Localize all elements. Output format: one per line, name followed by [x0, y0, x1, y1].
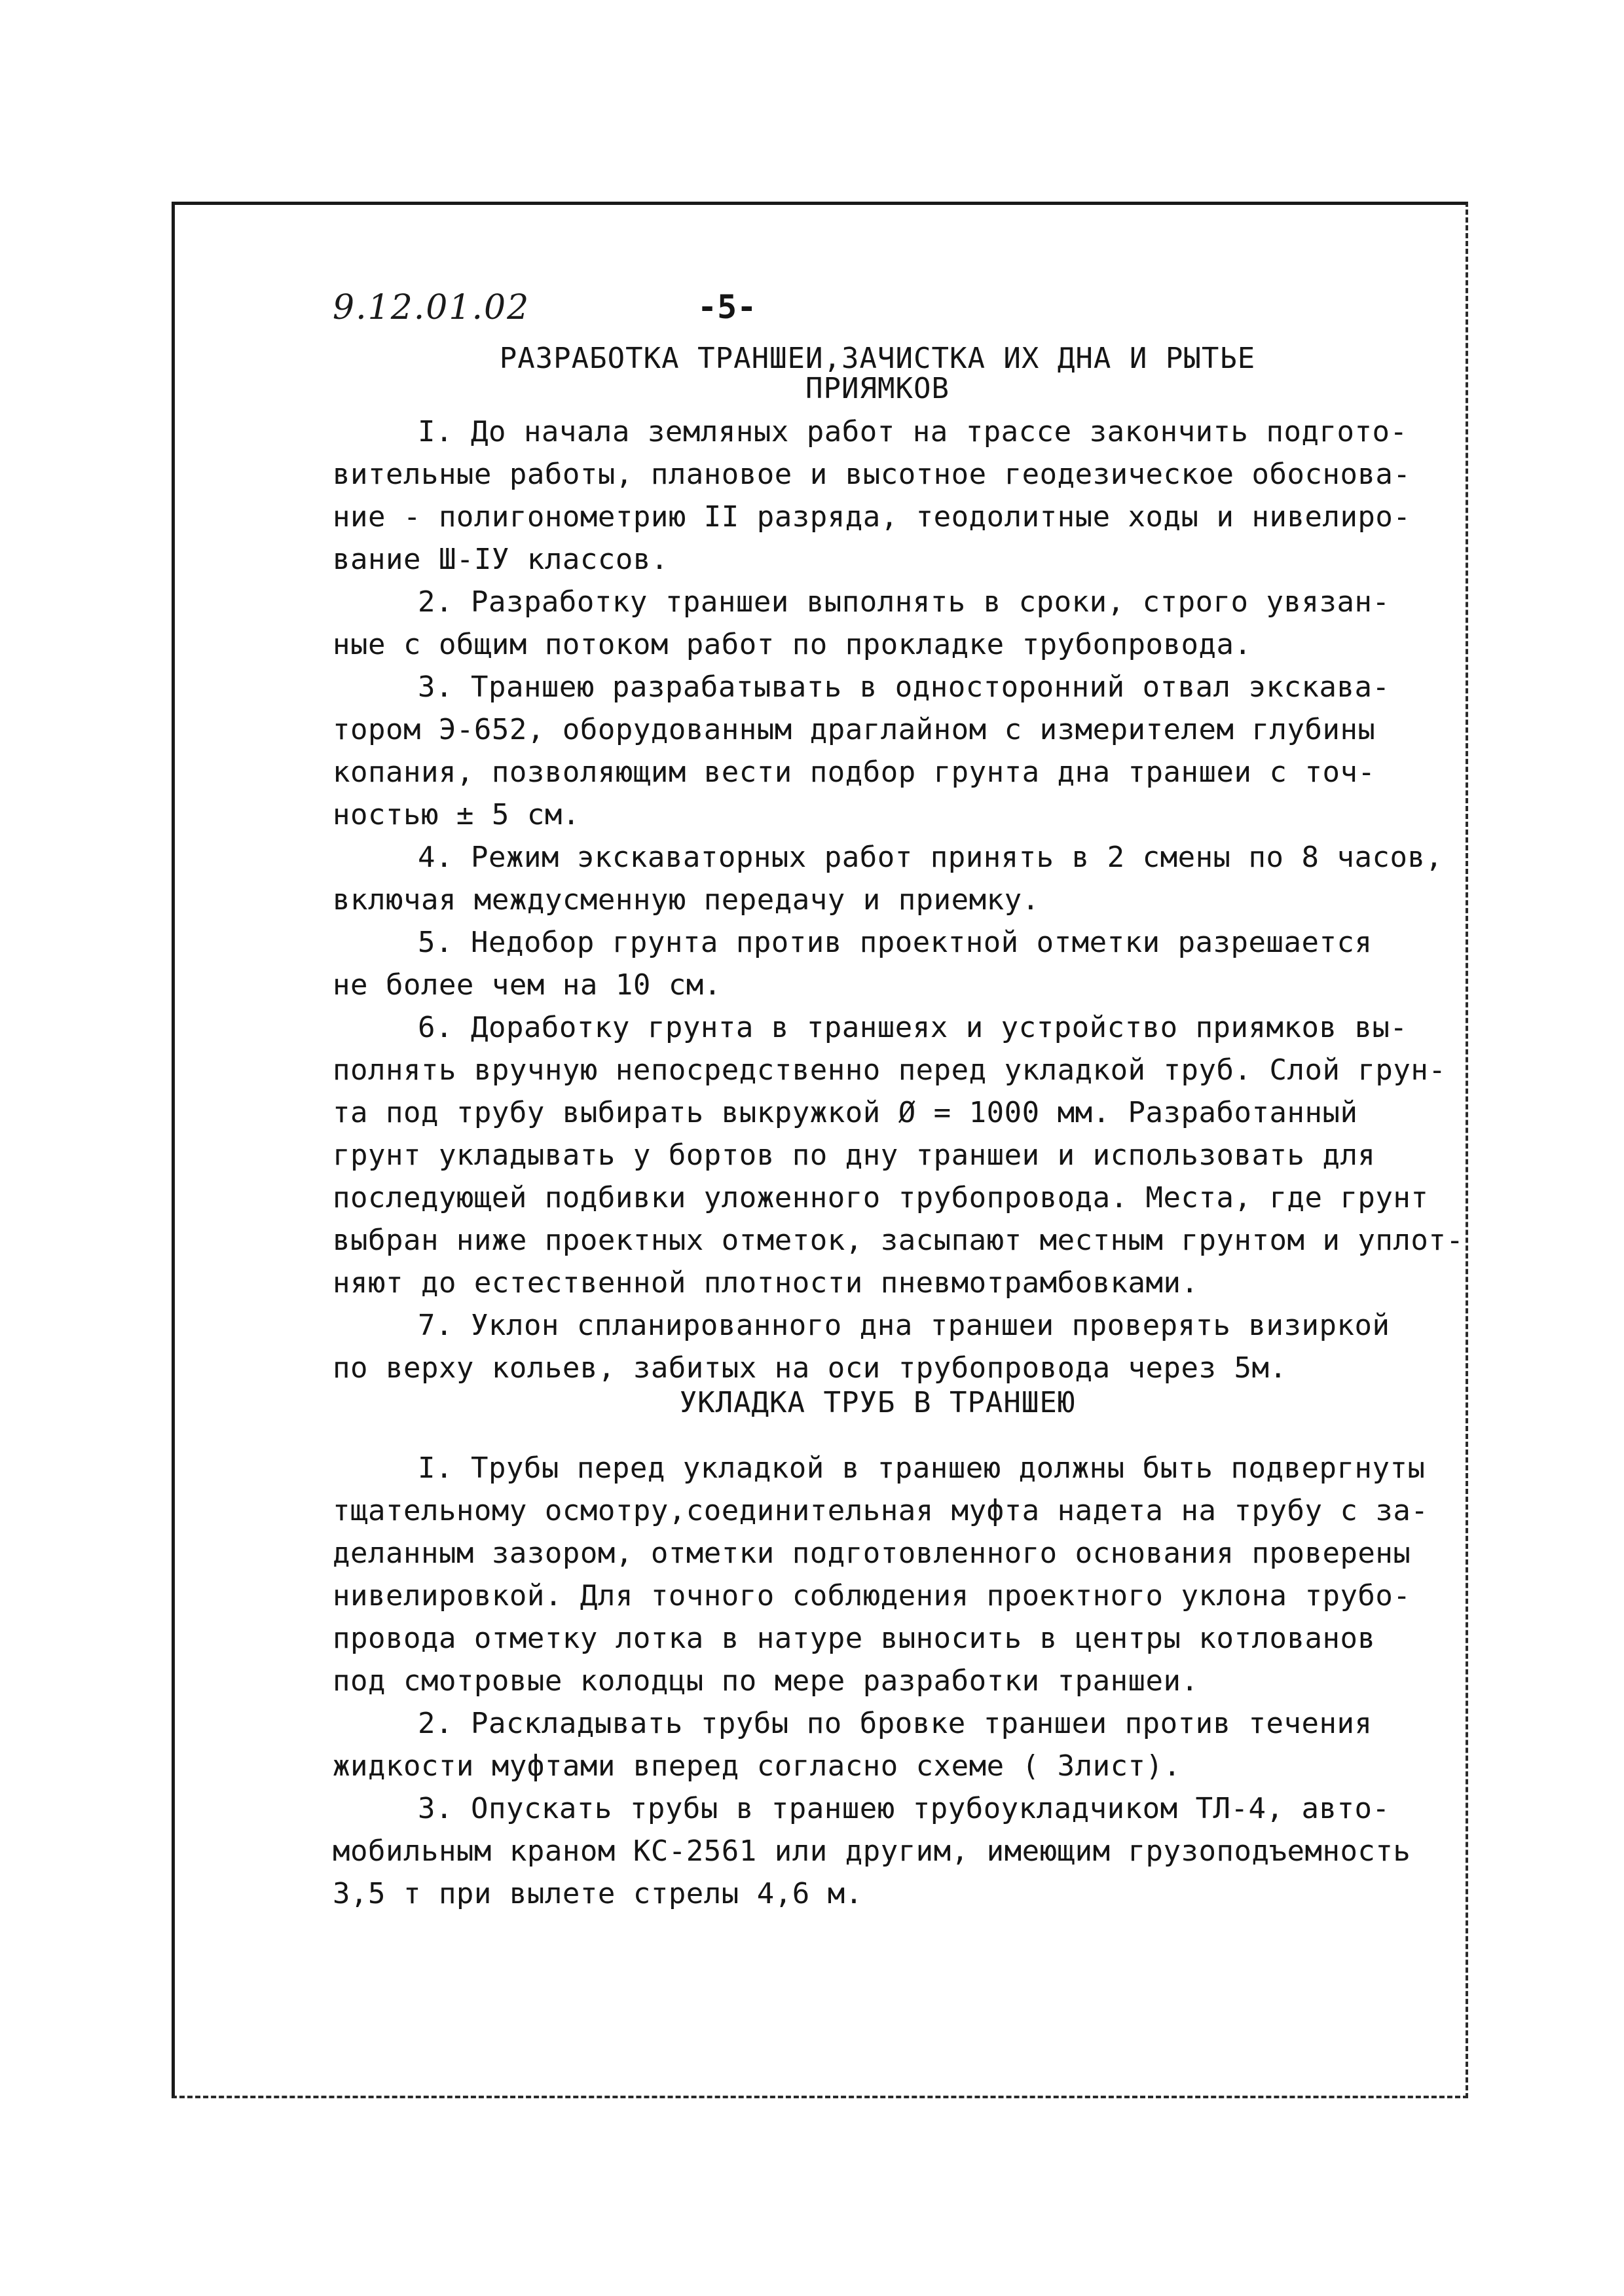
section1-body — [333, 410, 1464, 1389]
section2-line: 3,5 т при вылете стрелы 4,6 м. — [333, 1877, 863, 1910]
section1-line: ные с общим потоком работ по прокладке трубопровода. — [333, 628, 1252, 661]
section2-body — [333, 1447, 1433, 1915]
section1-line: включая междусменную передачу и приемку. — [333, 883, 1040, 917]
section1-line: 7. Уклон спланированного дна траншеи проверять визиркой — [418, 1309, 1390, 1342]
section1-line: 6. Доработку грунта в траншеях и устройство приямков вы- — [418, 1011, 1408, 1044]
section2-line: деланным зазором, отметки подготовленного основания проверены — [333, 1537, 1411, 1570]
section1-line: I. До начала земляных работ на трассе закончить подгото- — [418, 415, 1408, 448]
section2-line: I. Трубы перед укладкой в траншею должны быть подвергнуты — [418, 1451, 1426, 1485]
section2-title: УКЛАДКА ТРУБ В ТРАНШЕЮ — [679, 1386, 1076, 1419]
section1-line: не более чем на 10 см. — [333, 968, 722, 1002]
section1-line: грунт укладывать у бортов по дну траншеи и использовать для — [333, 1139, 1376, 1172]
document-code: 9.12.01.02 — [333, 288, 530, 327]
section1-line: та под трубу выбирать выкружкой Ø = 1000 мм. Разработанный — [333, 1096, 1358, 1129]
section1-line: ние - полигонометрию II разряда, теодолитные ходы и нивелиро- — [333, 500, 1411, 534]
section1-title — [393, 344, 1362, 404]
section1-title-line2: ПРИЯМКОВ — [805, 372, 950, 405]
section2-line: 3. Опускать трубы в траншею трубоукладчиком ТЛ-4, авто- — [418, 1792, 1390, 1825]
section1-line: по верху кольев, забитых на оси трубопровода через 5м. — [333, 1351, 1287, 1385]
section1-line: выбран ниже проектных отметок, засыпают местным грунтом и уплот- — [333, 1224, 1464, 1257]
section1-line: последующей подбивки уложенного трубопровода. Места, где грунт — [333, 1181, 1429, 1214]
section1-line: 5. Недобор грунта против проектной отметки разрешается — [418, 926, 1373, 959]
section1-line: няют до естественной плотности пневмотрамбовками. — [333, 1266, 1199, 1300]
section2-line: провода отметку лотка в натуре выносить в центры котлованов — [333, 1622, 1376, 1655]
section1-line: ностью ± 5 см. — [333, 798, 580, 831]
section1-line: 4. Режим экскаваторных работ принять в 2 смены по 8 часов, — [418, 841, 1443, 874]
section1-line: вание Ш-IУ классов. — [333, 543, 669, 576]
section1-line: вительные работы, плановое и высотное геодезическое обоснова- — [333, 458, 1411, 491]
section1-line: копания, позволяющим вести подбор грунта дна траншеи с точ- — [333, 756, 1376, 789]
section1-line: 3. Траншею разрабатывать в односторонний отвал экскава- — [418, 670, 1390, 704]
section2-line: тщательному осмотру,соединительная муфта надета на трубу с за- — [333, 1494, 1429, 1527]
section2-line: 2. Раскладывать трубы по бровке траншеи против течения — [418, 1707, 1373, 1740]
section2-line: жидкости муфтами вперед согласно схеме ( 3лист). — [333, 1749, 1181, 1783]
section1-line: 2. Разработку траншеи выполнять в сроки, строго увязан- — [418, 585, 1390, 619]
section2-line: нивелировкой. Для точного соблюдения проектного уклона трубо- — [333, 1579, 1411, 1613]
section2-line: под смотровые колодцы по мере разработки траншеи. — [333, 1664, 1199, 1698]
section1-line: полнять вручную непосредственно перед укладкой труб. Слой грун- — [333, 1053, 1447, 1087]
section1-title-line1: РАЗРАБОТКА ТРАНШЕИ,ЗАЧИСТКА ИХ ДНА И РЫТЬЕ — [499, 342, 1256, 375]
section1-line: тором Э-652, оборудованным драглайном с измерителем глубины — [333, 713, 1376, 746]
page-number: -5- — [697, 288, 757, 326]
section2-line: мобильным краном КС-2561 или другим, имеющим грузоподъемность — [333, 1834, 1411, 1868]
